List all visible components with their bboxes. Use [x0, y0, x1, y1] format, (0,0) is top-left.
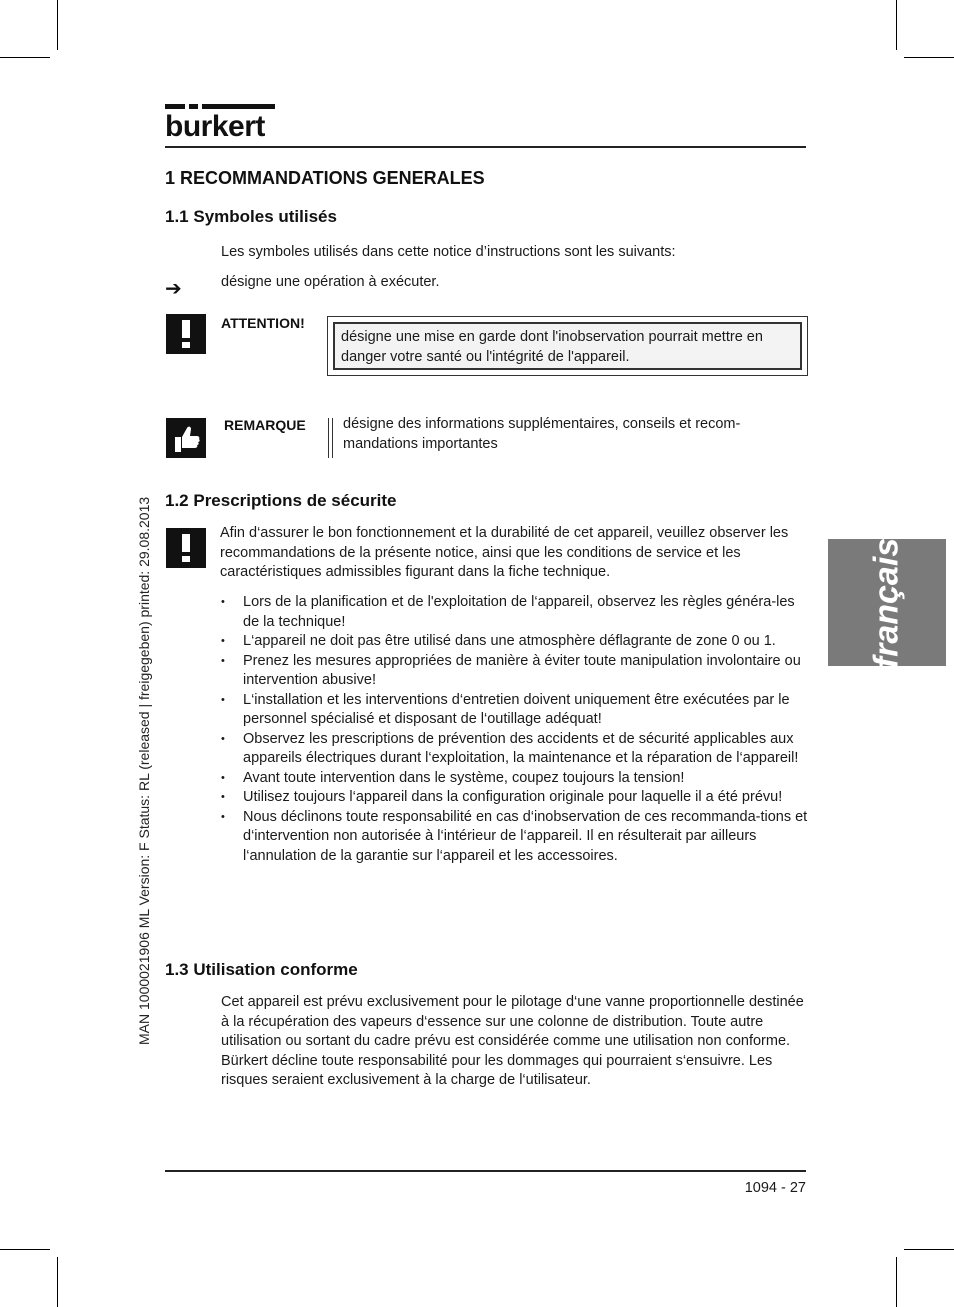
attention-text: désigne une mise en garde dont l'inobservation pourrait mettre en danger votre santé ou l'intégrité de l'appareil. — [333, 322, 802, 370]
header-rule — [165, 146, 806, 148]
arrow-icon: ➔ — [165, 278, 182, 300]
safety-bullet-list — [220, 593, 810, 866]
subsection-title-intended-use: 1.3 Utilisation conforme — [165, 960, 358, 979]
subsection-title-safety: 1.2 Prescriptions de sécurite — [165, 491, 397, 510]
warning-exclamation-icon — [166, 528, 206, 568]
subsection-title-symbols: 1.1 Symboles utilisés — [165, 207, 337, 226]
crop-mark — [896, 0, 897, 50]
crop-mark — [0, 57, 50, 58]
remarque-divider — [328, 418, 333, 458]
attention-label: ATTENTION! — [221, 315, 305, 331]
remarque-text: désigne des informations supplémentaires, conseils et recom-mandations importantes — [343, 416, 741, 452]
list-item: • Utilisez toujours l‘appareil dans la configuration originale pour laquelle il a été prévu! — [220, 788, 810, 808]
page-number: 1094 - 27 — [744, 1180, 806, 1196]
crop-mark — [904, 1249, 954, 1250]
crop-mark — [0, 1249, 50, 1250]
thumbs-up-icon — [166, 418, 206, 458]
warning-exclamation-icon — [166, 314, 206, 354]
language-tab[interactable] — [828, 539, 946, 666]
crop-mark — [896, 1257, 897, 1307]
list-item: • Avant toute intervention dans le système, coupez toujours la tension! — [220, 769, 810, 789]
logo-text: burkert — [165, 110, 265, 143]
attention-box — [327, 316, 808, 376]
remarque-label: REMARQUE — [224, 417, 306, 433]
section-title: 1 RECOMMANDATIONS GENERALES — [165, 168, 485, 188]
list-item: • Observez les prescriptions de prévention des accidents et de sécurité applicables aux appareils électriques durant l‘exploitation, la maintenance et la réparation de l‘appareil! — [220, 730, 810, 769]
crop-mark — [57, 0, 58, 50]
list-item: • L‘appareil ne doit pas être utilisé dans une atmosphère déflagrante de zone 0 ou 1. — [220, 632, 810, 652]
burkert-logo — [165, 104, 275, 144]
intended-use-text: Cet appareil est prévu exclusivement pour le pilotage d‘une vanne proportionnelle destinée à la récupération des vapeurs d‘essence sur une colonne de distribution. Toute autre utilisation ou sortant du cadre prévu est considérée comme une utilisation non conforme. Bürkert décline toute responsabilité pour les dommages qui pourraient s‘ensuivre. Les risques seraient exclusivement à la charge de l‘utilisateur. — [221, 994, 804, 1088]
safety-intro: Afin d‘assurer le bon fonctionnement et la durabilité de cet appareil, veuillez observer les recommandations de la présente notice, ainsi que les conditions de service et les caractéristiques admissibles figurant dans la fiche technique. — [220, 525, 789, 580]
list-item: • Lors de la planification et de l'exploitation de l‘appareil, observez les règles généra-les de la technique! — [220, 593, 810, 632]
list-item: • Prenez les mesures appropriées de manière à éviter toute manipulation involontaire ou intervention abusive! — [220, 652, 810, 691]
document-status-text: MAN 1000021906 ML Version: F Status: RL (released | freigegeben) printed: 29.08.2013 — [136, 496, 152, 1045]
language-tab-label: français — [867, 537, 906, 668]
symbols-intro: Les symboles utilisés dans cette notice d’instructions sont les suivants: — [221, 244, 676, 260]
list-item: • Nous déclinons toute responsabilité en cas d‘inobservation de ces recommanda-tions et d‘intervention non autorisée à l‘intérieur de l‘appareil. Il en résulterait par ailleurs l‘annulation de la garantie sur l‘appareil et les accessoires. — [220, 808, 810, 867]
crop-mark — [904, 57, 954, 58]
list-item: • L‘installation et les interventions d‘entretien doivent uniquement être exécutées par le personnel spécialisé et disposant de l‘outillage adéquat! — [220, 691, 810, 730]
crop-mark — [57, 1257, 58, 1307]
arrow-description: désigne une opération à exécuter. — [221, 274, 440, 290]
footer-rule — [165, 1170, 806, 1172]
